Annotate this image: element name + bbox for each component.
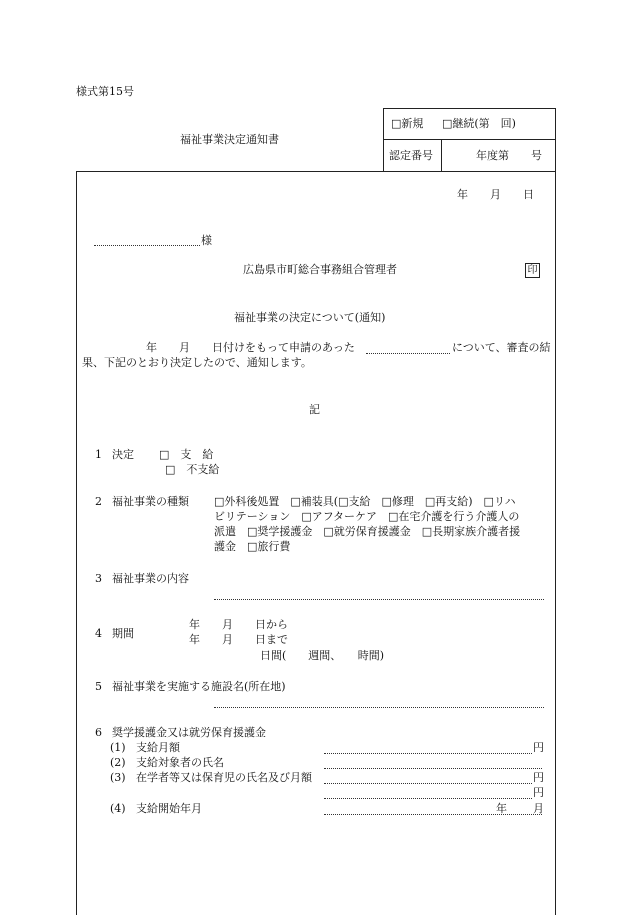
sub1-label: 支給月額 — [136, 741, 180, 754]
continue-checkbox: □継続(第 回) — [442, 117, 516, 130]
recipient-suffix: 様 — [201, 234, 212, 247]
item4-label: 期間 — [112, 627, 134, 640]
item4-number: 4 — [95, 627, 102, 640]
item6-number: 6 — [95, 726, 102, 739]
body-text-part1: 年 月 日付けをもって申請のあった — [146, 341, 355, 354]
sub4-number: (4) — [110, 802, 126, 815]
cert-number-label: 認定番号 — [389, 149, 433, 162]
period-from: 年 月 日から — [189, 618, 288, 631]
decision-grant-option: □ 支 給 — [159, 448, 214, 461]
subject-title: 福祉事業の決定について(通知) — [234, 311, 386, 324]
form-title: 福祉事業決定通知書 — [180, 133, 279, 146]
sub4-year: 年 — [496, 802, 507, 815]
sub1-yen: 円 — [533, 741, 544, 754]
sub3-blank-line-b — [324, 798, 532, 799]
item5-number: 5 — [95, 680, 102, 693]
body-application-blank — [366, 353, 450, 354]
body-text-line2: 果、下記のとおり決定したので、通知します。 — [82, 356, 312, 369]
sub2-number: (2) — [110, 756, 126, 769]
types-line4: 護金 □旅行費 — [214, 540, 291, 553]
seal-mark: 印 — [525, 263, 540, 278]
period-to: 年 月 日まで — [189, 633, 288, 646]
sub3-blank-line-a — [324, 783, 532, 784]
sub1-blank-line — [324, 753, 532, 754]
item5-label: 福祉事業を実施する施設名(所在地) — [112, 680, 286, 693]
item2-label: 福祉事業の種類 — [112, 495, 189, 508]
content-blank-line — [214, 599, 544, 600]
period-days: 日間( 週間、 時間) — [260, 649, 385, 662]
header-box-divider — [441, 139, 442, 171]
facility-blank-line — [214, 707, 544, 708]
sub3-yen-b: 円 — [533, 786, 544, 799]
item1-number: 1 — [95, 448, 102, 461]
sub3-label: 在学者等又は保育児の氏名及び月額 — [136, 771, 312, 784]
types-line1: □外科後処置 □補装具(□支給 □修理 □再支給) □リハ — [214, 495, 516, 508]
item6-label: 奨学援護金又は就労保育援護金 — [112, 726, 266, 739]
sub4-label: 支給開始年月 — [136, 802, 202, 815]
sub3-yen-a: 円 — [533, 771, 544, 784]
sub4-blank-line — [324, 814, 542, 815]
sub2-label: 支給対象者の氏名 — [136, 756, 224, 769]
sub3-number: (3) — [110, 771, 126, 784]
date-line: 年 月 日 — [457, 188, 534, 201]
item1-label: 決定 — [112, 448, 134, 461]
recipient-name-line — [94, 245, 200, 246]
outer-box-left — [76, 171, 77, 915]
types-line3: 派遣 □奨学援護金 □就労保育援護金 □長期家族介護者援 — [214, 525, 521, 538]
header-box-top — [383, 108, 556, 109]
header-box-mid — [383, 139, 556, 140]
issuer-name: 広島県市町総合事務組合管理者 — [243, 263, 397, 276]
item2-number: 2 — [95, 495, 102, 508]
form-number: 様式第15号 — [76, 85, 134, 98]
item3-number: 3 — [95, 572, 102, 585]
outer-box-top — [76, 171, 556, 172]
body-text-part2: について、審査の結 — [452, 341, 551, 354]
new-checkbox: □新規 — [391, 117, 424, 130]
decision-deny-option: □ 不支給 — [165, 463, 220, 476]
ki-heading: 記 — [309, 403, 320, 416]
sub2-blank-line — [324, 768, 542, 769]
outer-box-right — [555, 171, 556, 915]
sub4-month: 月 — [533, 802, 544, 815]
item3-label: 福祉事業の内容 — [112, 572, 189, 585]
types-line2: ビリテーション □アフターケア □在宅介護を行う介護人の — [214, 510, 520, 523]
cert-number-value: 年度第 号 — [476, 149, 542, 162]
sub1-number: (1) — [110, 741, 126, 754]
